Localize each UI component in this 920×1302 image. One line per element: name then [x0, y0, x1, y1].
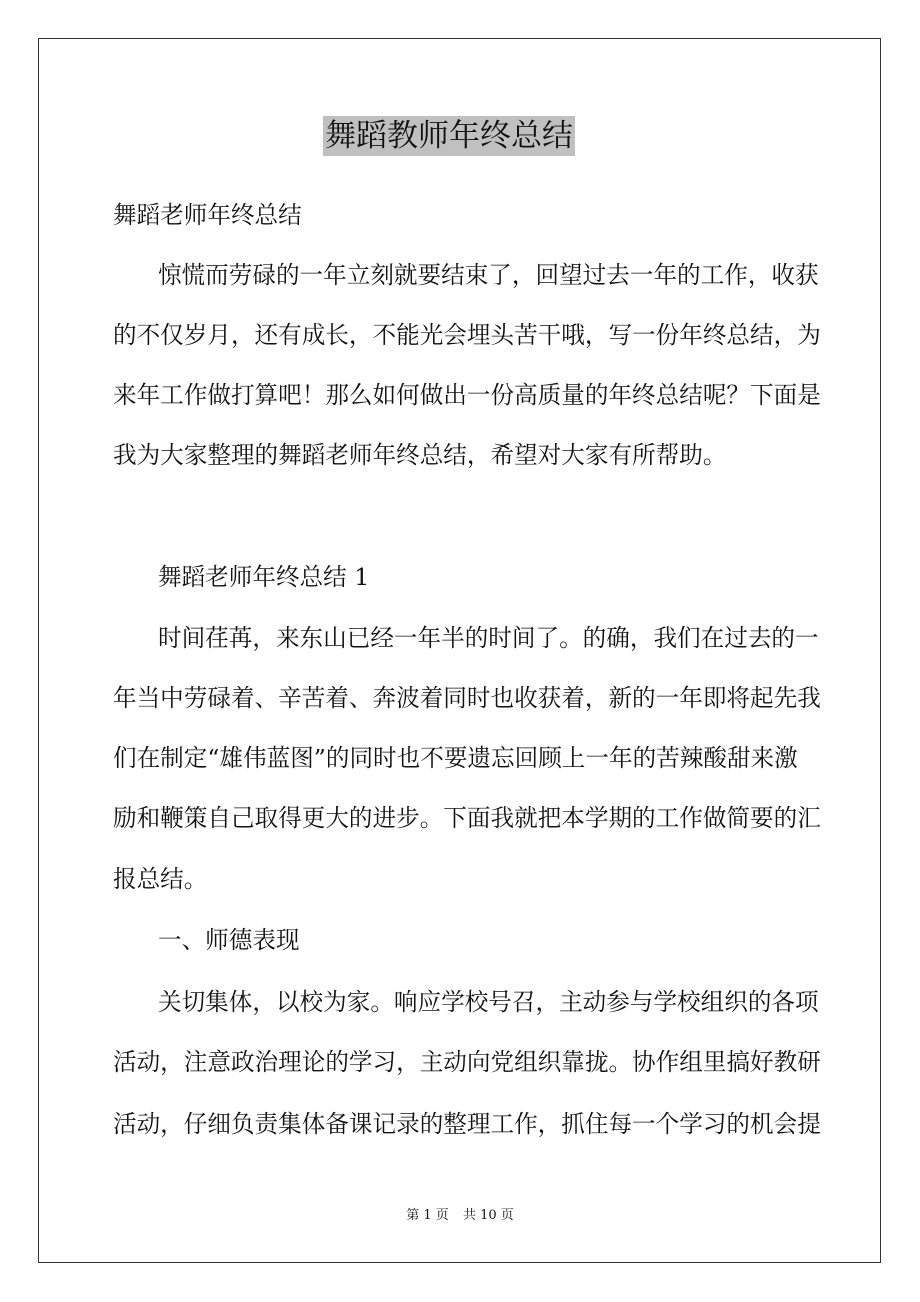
- text-line: 活动，注意政治理论的学习，主动向党组织靠拢。协作组里搞好教研: [113, 1048, 821, 1076]
- page-total: 共 10 页: [462, 1208, 514, 1223]
- text-line: 活动，仔细负责集体备课记录的整理工作，抓住每一个学习的机会提: [113, 1110, 821, 1138]
- text-line: 的不仅岁月，还有成长，不能光会埋头苦干哦，写一份年终总结，为: [113, 321, 821, 349]
- text-line: 舞蹈老师年终总结: [113, 201, 302, 229]
- text-line: 年当中劳碌着、辛苦着、奔波着同时也收获着，新的一年即将起先我: [113, 684, 821, 712]
- text-line: 们在制定“雄伟蓝图”的同时也不要遗忘回顾上一年的苦辣酸甜来激: [113, 744, 798, 772]
- text-line: 舞蹈老师年终总结 1: [158, 563, 370, 591]
- text-line: 时间荏苒，来东山已经一年半的时间了。的确，我们在过去的一: [158, 624, 819, 652]
- text-line: 惊慌而劳碌的一年立刻就要结束了，回望过去一年的工作，收获: [158, 261, 819, 289]
- page-number: 第 1 页: [406, 1208, 449, 1223]
- document-title: 舞蹈教师年终总结: [325, 118, 573, 154]
- text-line: 报总结。: [113, 865, 208, 893]
- text-line: 一、师德表现: [158, 926, 300, 954]
- text-line: 来年工作做打算吧！那么如何做出一份高质量的年终总结呢？下面是: [113, 381, 821, 409]
- text-line: 励和鞭策自己取得更大的进步。下面我就把本学期的工作做简要的汇: [113, 804, 821, 832]
- page-footer: [0, 1204, 920, 1223]
- text-line: 我为大家整理的舞蹈老师年终总结，希望对大家有所帮助。: [113, 441, 727, 469]
- text-line: 关切集体，以校为家。响应学校号召，主动参与学校组织的各项: [158, 988, 819, 1016]
